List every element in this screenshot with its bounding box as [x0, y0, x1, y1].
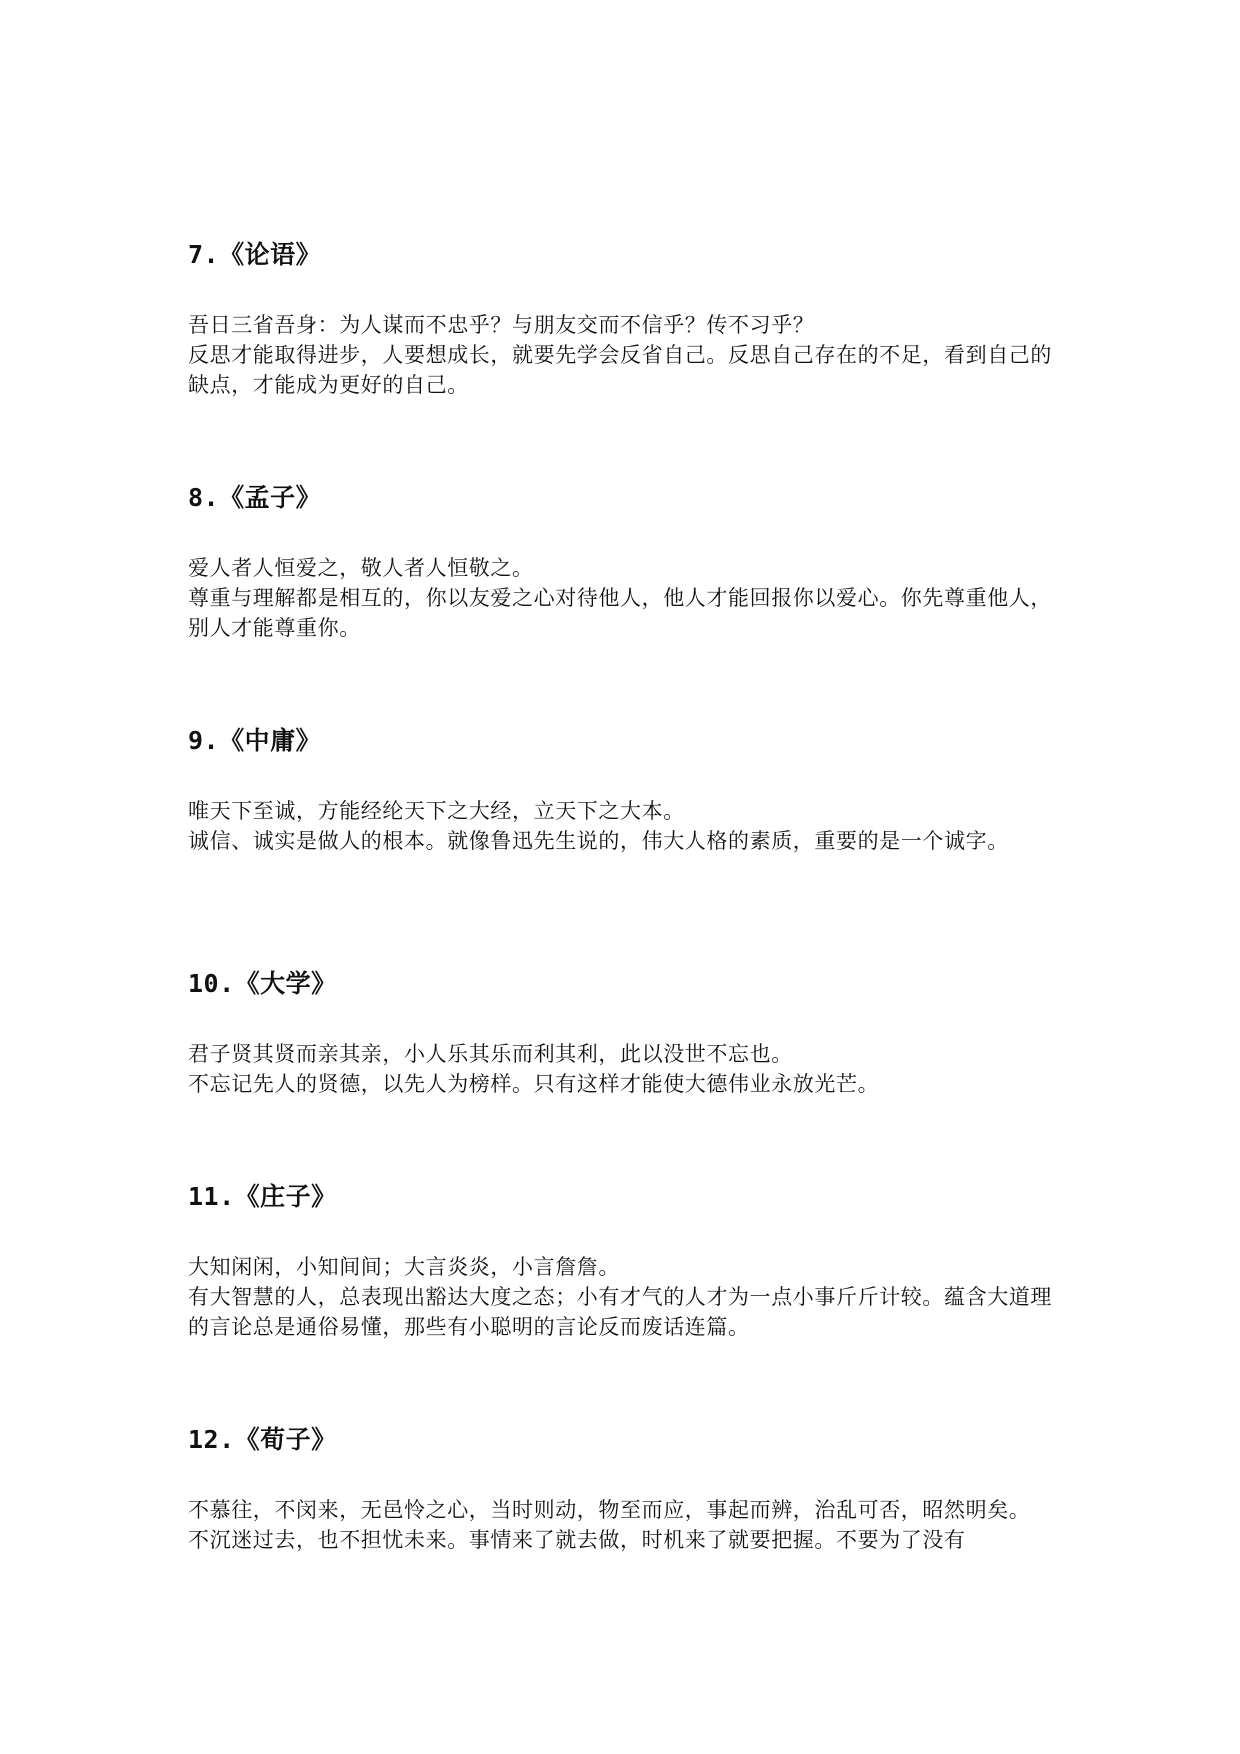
explanation-text: 不忘记先人的贤德，以先人为榜样。只有这样才能使大德伟业永放光芒。	[188, 1072, 880, 1096]
section-heading: 8.《孟子》	[188, 483, 322, 512]
section-body	[188, 1495, 1058, 1555]
section-body	[188, 310, 1058, 400]
section-heading: 9.《中庸》	[188, 726, 322, 755]
section-body	[188, 1252, 1058, 1342]
explanation-text: 反思才能取得进步，人要想成长，就要先学会反省自己。反思自己存在的不足，看到自己的缺点，才能成为更好的自己。	[188, 343, 1052, 397]
explanation-text: 诚信、诚实是做人的根本。就像鲁迅先生说的，伟大人格的素质，重要的是一个诚字。	[188, 829, 1009, 853]
quote-text: 君子贤其贤而亲其亲，小人乐其乐而利其利，此以没世不忘也。	[188, 1042, 793, 1066]
section-zhongyong	[188, 726, 1058, 856]
section-daxue	[188, 969, 1058, 1099]
section-body	[188, 796, 1058, 856]
explanation-text: 尊重与理解都是相互的，你以友爱之心对待他人，他人才能回报你以爱心。你先尊重他人，别人才能尊重你。	[188, 586, 1052, 640]
section-heading: 7.《论语》	[188, 240, 322, 269]
quote-text: 不慕往，不闵来，无邑怜之心，当时则动，物至而应，事起而辨，治乱可否，昭然明矣。	[188, 1498, 1031, 1522]
section-mengzi	[188, 483, 1058, 643]
section-body	[188, 1039, 1058, 1099]
section-heading: 12.《荀子》	[188, 1425, 337, 1454]
explanation-text: 有大智慧的人，总表现出豁达大度之态；小有才气的人才为一点小事斤斤计较。蕴含大道理的言论总是通俗易懂，那些有小聪明的言论反而废话连篇。	[188, 1285, 1052, 1339]
section-heading: 10.《大学》	[188, 969, 337, 998]
quote-text: 爱人者人恒爱之，敬人者人恒敬之。	[188, 556, 534, 580]
quote-text: 吾日三省吾身：为人谋而不忠乎？与朋友交而不信乎？传不习乎？	[188, 313, 815, 337]
section-lunyu	[188, 240, 1058, 400]
quote-text: 唯天下至诚，方能经纶天下之大经，立天下之大本。	[188, 799, 685, 823]
section-xunzi	[188, 1425, 1058, 1555]
section-heading: 11.《庄子》	[188, 1182, 337, 1211]
section-zhuangzi	[188, 1182, 1058, 1342]
quote-text: 大知闲闲，小知间间；大言炎炎，小言詹詹。	[188, 1255, 620, 1279]
section-body	[188, 553, 1058, 643]
explanation-text: 不沉迷过去，也不担忧未来。事情来了就去做，时机来了就要把握。不要为了没有	[188, 1528, 966, 1552]
